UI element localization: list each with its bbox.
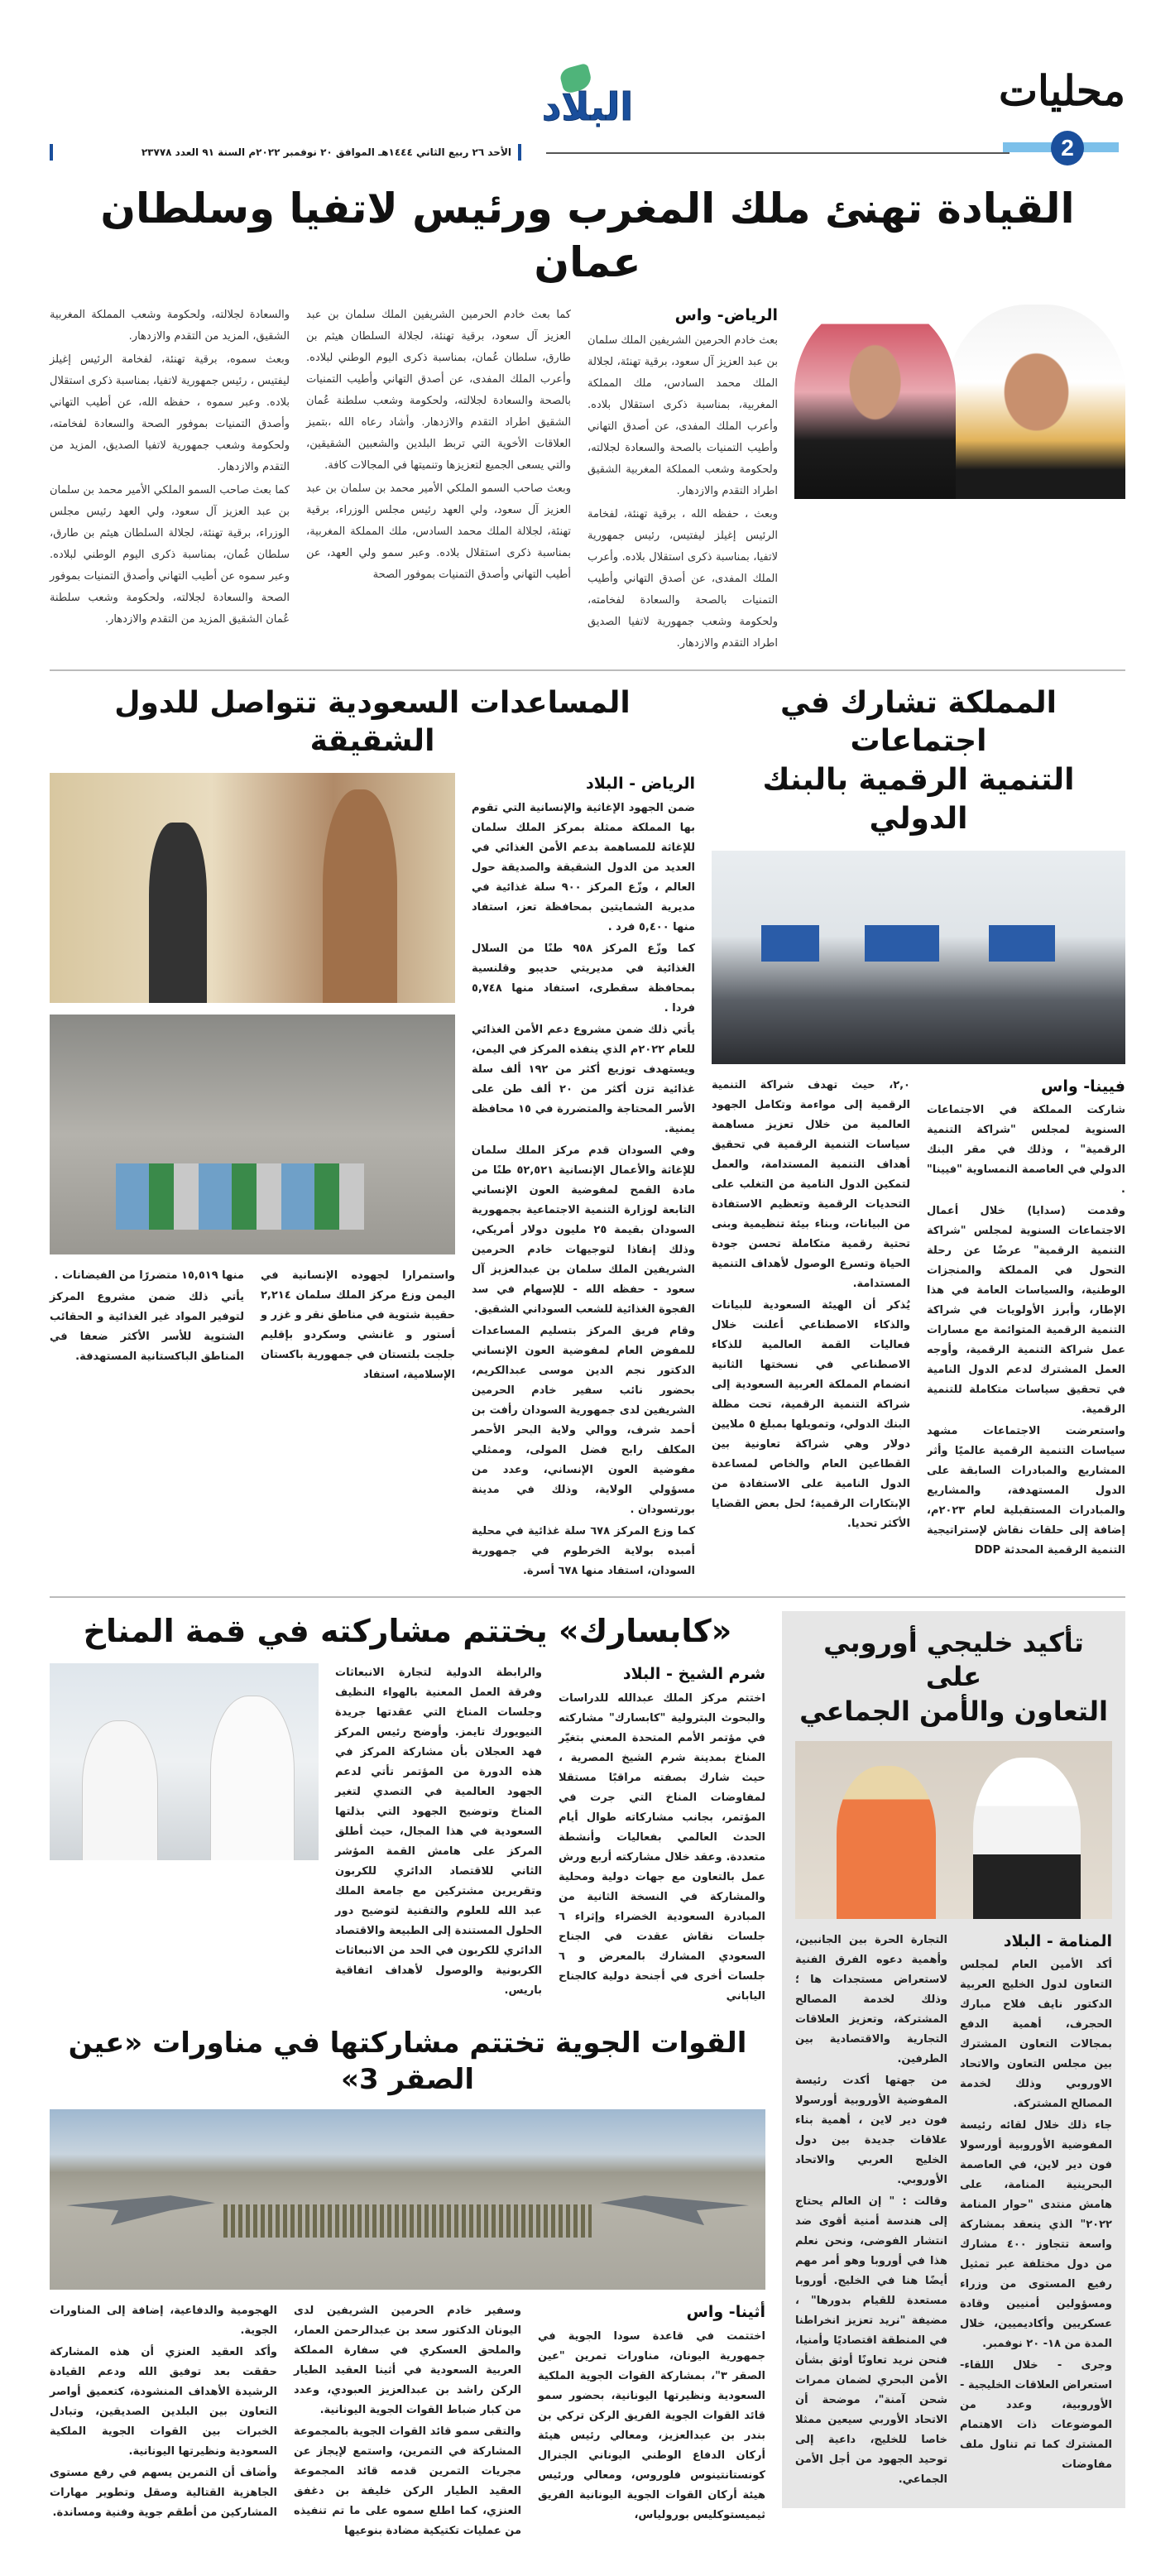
a6-columns: [50, 2301, 765, 2543]
row-3-left: [50, 1611, 765, 2543]
gcc-eu-box: [782, 1611, 1125, 2508]
a5-headline-line-1: تأكيد خليجي أوروبي على: [823, 1626, 1084, 1693]
screen: [989, 925, 1055, 962]
speaker: [83, 1721, 157, 1860]
paragraph: يُذكر أن الهيئة السعودية للبيانات والذكاء الاصطناعي أعلنت خلال فعاليات القمة العالمية للذكاء الاصطناعي في نسختها الثانية انضمام المملكة العربية السعودية إلى شراكة التنمية الرقمية، تحت مظلة البنك الدولي، وتمويلها بمبلغ ٥ ملايين دولار وهي شراكة تعاونية بين القطاعين العام والخاص لمساعدة الدول النامية على الاستفادة من الإبتكارات الرقمية؛ لحل بعض القضايا الأكثر تحديا.: [712, 1298, 910, 1530]
paragraph: اختتم مركز الملك عبدالله للدراسات والبحوث البترولية "كابسارك" مشاركته في مؤتمر الأمم المتحدة المعني بتغيّر المناخ بمدينة شرم الشيخ المصرية ، حيث شارك بصفته مراقبًا مستقلا لمفاوضات المناخ التي جرت في المؤتمر، بجانب مشاركاته طوال أيام الحدث العالمي بفعاليات وأنشطة متعددة. وعقد خلال مشاركته أربع ورش عمل بالتعاون مع جهات دولية ومحلية والمشاركة في النسخة الثانية من المبادرة السعودية الخضراء وإثراء ٦ جلسات نقاش عقدت في الجناح السعودي المشارك بالمعرض و ٦ جلسات أخرى في أجنحة دولية كالجناح الياباني: [559, 1691, 765, 2003]
section-title: محليات: [998, 68, 1125, 114]
paragraph: وسفير خادم الحرمين الشريفين لدى اليونان الدكتور سعد بن عبدالرحمن العمار، والملحق العسكري في سفارة المملكة العربية السعودية في أثينا العقيد الطيار الركن راشد بن عبدالعزيز العبودي، وعدد من كبار ضباط القوات الجوية اليونانية.: [294, 2305, 521, 2417]
person: [149, 823, 207, 1003]
paragraph: جاء ذلك خلال لقائه رئيسة المفوضية الأوروبية أورسولا فون دير لاين، في العاصمة البحرينية المنامة، على هامش منتدى "حوار المنامة ٢٠٢٢" الذي ينعقد بمشاركة واسعة تتجاوز ٤٠٠ مشارك من دول مختلفة عبر تمثيل رفيع المستوى من وزراء ومسؤولين أمنيين وقادة عسكريين وأكاديميين، خلال المدة من ١٨- ٢٠ نوفمبر.: [960, 2119, 1112, 2351]
paragraph: كما بعث خادم الحرمين الشريفين الملك سلمان بن عبد العزيز آل سعود، برقية تهنئة، لجلالة السلطان هيثم بن طارق، سلطان عُمان، بمناسبة ذكرى اليوم الوطني لبلاده. وأعرب الملك المفدى، عن أصدق التهاني وأطيب التمنيات بالصحة والسعادة لجلالته، ولحكومة وشعب سلطنة عُمان الشقيق اطراد التقدم والازدهار. وأشاد رعاه الله ،بتميز العلاقات الأخوية التي تربط البلدين والشعبين الشقيقين، والتي يسعى الجميع لتعزيزها وتنميتها في المجالات كافة.: [306, 309, 571, 472]
a2-article: [712, 684, 1125, 1563]
paragraph: واستمرارا لجهوده الإنسانية في اليمن وزع مركز الملك سلمان ٢,٢١٤ حقيبة شتوية في مناطق نقر و غزر و أستور و غانشي وسكردو بإقليم جلجت بلتستان في جمهورية باكستان الإسلامية، استفاد: [261, 1269, 455, 1382]
person: [323, 789, 397, 1003]
a2-headline: [712, 684, 1125, 839]
a3-photos: [50, 773, 455, 1387]
a6-col-2: [294, 2301, 521, 2543]
a1-body: [50, 305, 1125, 656]
kapsarc-panel-photo: [50, 1663, 319, 1860]
a4-body: [50, 1663, 765, 2008]
divider: [50, 1596, 1125, 1598]
a4-headline: «كابسارك» يختتم مشاركته في قمة المناخ: [83, 1612, 732, 1649]
logo-text: البلاد: [541, 84, 634, 129]
dateline: الرياض - البلاد: [586, 775, 695, 794]
paragraph: أكد الأمين العام لمجلس التعاون لدول الخليج العربية الدكتور نايف فلاح مبارك الحجرف، أهمية الدفع بمجالات التعاون المشترك بين مجلس التعاون والاتحاد الاوروبي وذلك لخدمة المصالح المشتركة.: [960, 1959, 1112, 2111]
paragraph: الهجومية والدفاعية، إضافة إلى المناورات الجوية.: [50, 2305, 277, 2338]
paragraph: وقالت : " إن العالم يحتاج إلى هندسة أمنية أقوى ضد انتشار الفوضى، ونحن نعلم هذا في أوروبا وهو أمر مهم أيضًا هنا في الخليج. أوروبا مستعدة للقيام بدورها" ، مضيفة "نريد تعزيز انخراطنا في المنطقة اقتصاديًا وأمنيا، فنحن نريد تعاونًا أوثق بشأن الأمن البحري لضمان ممرات شحن آمنة"، موضحة أن الاتحاد الأوربي سيعين ممثلا خاصا للخليج، داعية إلى توحيد الجهود من أجل الأمن الجماعي.: [795, 2195, 947, 2486]
aid-distribution-photo-1: [50, 773, 455, 1003]
a3-headline: المساعدات السعودية تتواصل للدول الشقيقة: [114, 685, 631, 759]
paragraph: وبعث سموه، برقية تهنئة، لفخامة الرئيس إغيلز ليفتيس ، رئيس جمهورية لاتفيا، بمناسبة ذكرى استقلال بلاده. وعبر سموه ، حفظه الله، عن أطيب التهاني وأصدق التمنيات بموفور الصحة والسعادة لفخامته، ولحكومة وشعب جمهورية لاتفيا الصديق، المزيد من التقدم والازدهار.: [50, 353, 290, 473]
paragraph: منها ١٥,٥١٩ متضررًا من الفيضانات .: [54, 1269, 244, 1283]
paragraph: كما وزّع المركز ٩٥٨ طنًا من السلال الغذائية في مديريتي حديبو وقلنسية بمحافظة سقطرى، استفاد منها ٥,٧٤٨ فردا .: [472, 942, 695, 1015]
aid-bags: [116, 1163, 364, 1230]
a6-article: [50, 2025, 765, 2543]
page-body: [50, 182, 1125, 2543]
dateline: الرياض- واس: [674, 306, 778, 324]
main-headline: القيادة تهنئ ملك المغرب ورئيس لاتفيا وسلطان عمان: [100, 185, 1075, 286]
dateline: شرم الشيخ - البلاد: [622, 1665, 765, 1684]
paragraph: وبعث ، حفظه الله ، برقية تهنئة، لفخامة الرئيس إغيلز ليفتيس، رئيس جمهورية لاتفيا، بمناسبة ذكرى استقلال بلاده. وأعرب الملك المفدى، عن أصدق التهاني وأطيب التمنيات بالصحة والسعادة لفخامته، ولحكومة وشعب جمهورية لاتفيا الصديق اطراد التقدم والازدهار.: [588, 507, 778, 650]
paragraph: بعث خادم الحرمين الشريفين الملك سلمان بن عبد العزيز آل سعود، برقية تهنئة، لجلالة الملك محمد السادس، ملك المملكة المغربية، بمناسبة ذكرى استقلال بلاده. وأعرب الملك المفدى، عن أصدق التهاني وأطيب التمنيات بالصحة والسعادة لجلالته، ولحكومة وشعب المملكة المغربية الشقيق اطراد التقدم والازدهار.: [588, 333, 778, 497]
a4-article: [50, 1611, 765, 2008]
a6-headline: القوات الجوية تختتم مشاركتها في مناورات «عين الصقر 3»: [68, 2026, 747, 2096]
paragraph: واستعرضت الاجتماعات مشهد سياسات التنمية الرقمية عالميًا وأثر المشاريع والمبادرات السابقة على الدول المستهدفة، والمشاريع والمبادرات المستقبلية لعام ٢٠٢٣م، إضافة إلى حلقات نقاش لإستراتيجية التنمية الرقمية المحدثة DDP: [927, 1425, 1125, 1557]
gcc-secretary-general: [973, 1758, 1081, 1919]
paragraph: يأتي ذلك ضمن مشروع دعم الأمن الغذائي للعام ٢٠٢٢م الذي ينفذه المركز في اليمن، ويستهدف توزيع أكثر من ١٩٢ ألف سلة غذائية تزن أكثر من ٢٠ ألف طن على الأسر المحتاجة والمتضررة في ١٥ محافظة يمنية.: [472, 1023, 695, 1135]
a2-headline-line-2: التنمية الرقمية بالبنك الدولي: [762, 763, 1075, 836]
a3-body: [50, 773, 695, 1583]
fighter-jet: [600, 2175, 749, 2225]
a2-columns: [712, 1076, 1125, 1563]
a5-headline-line-2: التعاون والأمن الجماعي: [799, 1695, 1108, 1727]
divider: [50, 669, 1125, 671]
personnel-formation: [223, 2204, 592, 2238]
a2-col-2: [712, 1076, 910, 1536]
paragraph: كما وزع المركز ٦٧٨ سلة غذائية في محلية أمبده بولاية الخرطوم في جمهورية السودان، استفاد منها ٦٧٨ أسرة.: [472, 1524, 696, 1577]
portrait-crown-prince: [794, 305, 956, 499]
paragraph: والسعادة لجلالته، ولحكومة وشعب المملكة المغربية الشقيق، المزيد من التقدم والازدهار.: [50, 309, 290, 343]
paragraph: اختتمت في قاعدة سودا الجوية في جمهورية اليونان، مناورات تمرين "عين الصقر ٣"، بمشاركة القوات الجوية الملكية السعودية ونظيرتها اليونانية، بحضور سمو قائد القوات الجوية الفريق الركن تركي بن بندر بن عبدالعزيز، ومعالي رئيس هيئة أركان الدفاع الوطني اليوناني الجنرال كونستانتينوس فلوروس، ومعالي ورئيس هيئة أركان القوات الجوية اليونانية الفريق ثيميستوكليس بورولياس،: [538, 2329, 765, 2521]
dateline: المنامة - البلاد: [1003, 1931, 1112, 1950]
a4-col-2: [335, 1663, 542, 2003]
portrait-king: [947, 305, 1125, 499]
paragraph: والتقى سمو قائد القوات الجوية بالمجموعة المشاركة في التمرين، واستمع لإيجاز عن مجريات التمرين قدمه قائد المجموعة العقيد الطيار الركن خليفة بن دغفق العنزي، كما اطلع سموه على ما تم تنفيذه من عمليات تكتيكية مضادة بنوعيها: [294, 2425, 521, 2538]
a5-columns: [795, 1931, 1112, 2492]
leaders-portrait-photo: [794, 305, 1125, 499]
date-line: الأحد ٢٦ ربيع الثاني ١٤٤٤هـ الموافق ٢٠ نوفمبر ٢٠٢٢م السنة ٩١ العدد ٢٣٧٧٨: [50, 144, 521, 161]
a2-headline-line-1: المملكة تشارك في اجتماعات: [779, 685, 1058, 759]
paragraph: يأتي ذلك ضمن مشروع المركز لتوفير المواد غير الغذائية و الحقائب الشتوية للأسر الأكثر ضعفا في المناطق الباكستانية المستهدفة.: [50, 1291, 244, 1364]
screen: [761, 925, 819, 962]
paragraph: وأضاف أن التمرين يسهم في رفع مستوى الجاهزية القتالية وصقل وتطوير مهارات المشاركين من أطقم جوية وفنية ومساندة.: [50, 2467, 277, 2520]
a5-headline: [795, 1626, 1112, 1729]
paragraph: التجارة الحرة بين الجانبين، وأهمية دعوه الفرق الفنية لاستعراض مستجدات ها ؛وذلك لخدمة المصالح المشتركة، وتعزيز العلاقات التجارية والاقتصادية بين الطرفين.: [795, 1933, 947, 2065]
paragraph: ضمن الجهود الإغاثية والإنسانية التي تقوم بها المملكة ممثلة بمركز الملك سلمان للإغاثة للمساهمة بدعم الأمن الغذائي في العديد من الدول الشقيقة والصديقة حول العالم ، وزّع المركز ٩٠٠ سلة غذائية في مديرية الشمايتين بمحافظة تعز، استفاد منها ٥,٤٠٠ فرد .: [472, 801, 696, 933]
a2-col-1: [927, 1076, 1125, 1563]
world-bank-meeting-photo: [712, 851, 1125, 1064]
paragraph: شاركت المملكة في الاجتماعات السنوية لمجلس "شراكة التنمية الرقمية" ، وذلك في مقر البنك الدولي في العاصمة النمساوية "فيينا" .: [927, 1104, 1125, 1197]
a3-col-3: [50, 1266, 244, 1369]
paragraph: وقدمت (سدايا) خلال أعمال الاجتماعات السنوية لمجلس "شراكة التنمية الرقمية" عرضًا عن رحلة التحول في المملكة والمنجزات الوطنية، والسياسات العامة في هذا الإطار، وأبرز الأولويات في شراكة التنمية الرقمية المتوائمة مع مسارات عمل شراكة التنمية الرقمية، وأوجه العمل المشترك لدعم الدول النامية في تحقيق سياسات متكاملة للتنمية الرقمية.: [927, 1205, 1125, 1417]
fighter-jet: [66, 2175, 215, 2225]
screen: [865, 925, 939, 962]
a3-col-1: [472, 773, 695, 1583]
dateline: فيينا- واس: [1041, 1077, 1125, 1096]
a6-col-3: [50, 2301, 277, 2525]
a1-col-2: [306, 305, 571, 588]
paragraph: وفي السودان قدم مركز الملك سلمان للإغاثة والأعمال الإنسانية ٥٢,٥٢١ طنًا من مادة القمح لمفوضية العون الإنساني التابعة لوزارة التنمية الاجتماعية بجمهورية السودان بقيمة ٢٥ مليون دولار أمريكي، وذلك إنفاذا لتوجيهات خادم الحرمين الشريفين الملك سلمان بن عبدالعزيز آل سعود - حفظه الله - للإسهام في سد الفجوة الغذائية للشعب السوداني الشقيق.: [472, 1144, 696, 1316]
section-divider: [546, 152, 1010, 154]
paragraph: وجرى - خلال اللقاء- استعراض العلاقات الخليجية - الأوروبية، وعدد من الموضوعات ذات الاهتمام المشترك كما تم تناول ملف مفاوضات: [960, 2359, 1112, 2472]
paragraph: وأكد العقيد العنزي أن هذه المشاركة حققت بعد توفيق الله ودعم القيادة الرشيدة الأهداف المنشودة، كتعميق أواصر التعاون بين البلدين الصديقين، وتبادل الخبرات بين القوات الجوية الملكية السعودية ونظيرتها اليونانية.: [50, 2346, 277, 2458]
eu-president: [837, 1766, 936, 1919]
paragraph: من جهتها أكدت رئيسة المفوضية الأوروبية أورسولا فون دير لاين ، أهمية بناء علاقات جديدة بين دول الخليج العربي والاتحاد الأوروبي.: [795, 2074, 947, 2186]
paragraph: كما بعث صاحب السمو الملكي الأمير محمد بن سلمان بن عبد العزيز آل سعود، ولي العهد رئيس مجلس الوزراء، برقية تهنئة، لجلالة السلطان هيثم بن طارق، سلطان عُمان، بمناسبة ذكرى اليوم الوطني لبلاده. وعبر سموه عن أطيب التهاني وأصدق التمنيات بموفور الصحة والسعادة لجلالته، ولحكومة وشعب سلطنة عُمان الشقيق المزيد من التقدم والازدهار.: [50, 484, 290, 626]
a5-col-1: [960, 1931, 1112, 2478]
row-2: [50, 684, 1125, 1583]
row-3: [50, 1611, 1125, 2543]
paragraph: وبعث صاحب السمو الملكي الأمير محمد بن سلمان بن عبد العزيز آل سعود، ولي العهد رئيس مجلس الوزراء، برقية تهنئة، لجلالة الملك محمد السادس، ملك المملكة المغربية، بمناسبة ذكرى استقلال بلاده. وعبر سمو ولي العهد، عن أطيب التهاني وأصدق التمنيات بموفور الصحة: [306, 482, 571, 581]
a1-col-1: [588, 305, 778, 656]
masthead: [0, 0, 1175, 174]
logo: [530, 66, 645, 141]
page-number-badge: 2: [1051, 131, 1084, 165]
a3-article: [50, 684, 695, 1583]
dateline: أثينا- واس: [686, 2303, 765, 2322]
a1-col-3: [50, 305, 290, 632]
air-force-exercise-photo: [50, 2109, 765, 2290]
a3-bottom-columns: [50, 1266, 455, 1387]
paragraph: والرابطة الدولية لتجارة الانبعاثات وفرقة العمل المعنية بالهواء النظيف وجلسات المناخ التي عقدتها جريدة النيويورك تايمز. وأوضح رئيس المركز فهد العجلان بأن مشاركة المركز في هذه الدورة من المؤتمر تأتي لدعم الجهود العالمية في التصدي لتغير المناخ وتوضيح الجهود التي بذلتها السعودية في هذا المجال، حيث أطلق المركز على هامش القمة المؤشر الثاني للاقتصاد الدائري للكربون وتقريرين مشتركين مع جامعة الملك عبد الله للعلوم والتقنية لتوضيح دور الحلول المستندة إلى الطبيعة والاقتصاد الدائري للكربون في الحد من الانبعاثات الكربونية والوصول لأهداف اتفاقية باريس.: [335, 1667, 542, 1998]
aid-distribution-photo-2: [50, 1015, 455, 1254]
paragraph: ٢,٠، حيث تهدف شراكة التنمية الرقمية إلى مواءمة وتكامل الجهود العالمية من خلال تعزيز مساهمة سياسات التنمية الرقمية في تحقيق أهداف التنمية المستدامة، والعمل لتمكين الدول النامية من التغلب على التحديات الرقمية وتعظيم الاستفادة من البيانات، وبناء بيئة تنظيمية وبنى تحتية رقمية متكاملة تحسن جودة الحياة وتسرع الوصول لأهداف التنمية المستدامة.: [712, 1078, 910, 1290]
paragraph: وقام فريق المركز بتسليم المساعدات للمفوض العام لمفوضية العون الإنساني الدكتور نجم الدين موسى عبدالكريم، بحضور نائب سفير خادم الحرمين الشريفين لدى جمهورية السودان رأفت بن أحمد شرف، ووالي ولاية البحر الأحمر المكلف رابح فضل المولى، وممثلي مفوضية العون الإنساني، وعدد من مسؤولي الولاية، وذلك في مدينة بورتسودان .: [472, 1324, 695, 1516]
a5-col-2: [795, 1931, 947, 2492]
speaker: [211, 1696, 294, 1860]
a3-col-2: [261, 1266, 455, 1387]
a4-col-1: [559, 1663, 765, 2008]
a6-col-1: [538, 2301, 765, 2527]
gcc-eu-meeting-photo: [795, 1741, 1112, 1919]
